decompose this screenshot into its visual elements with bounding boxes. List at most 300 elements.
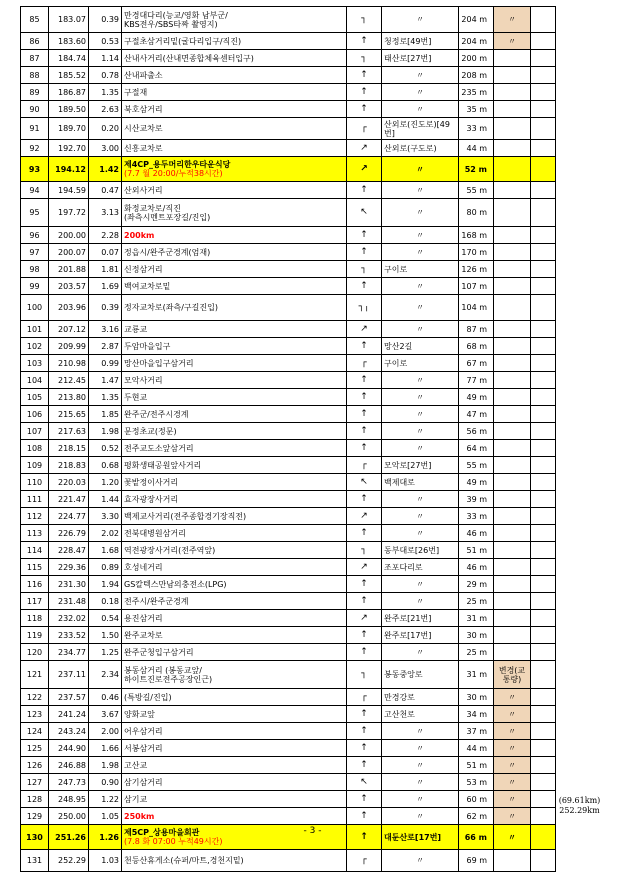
waypoint-name-line: 완주군/전주시경계 xyxy=(124,409,189,419)
section-km: 2.02 xyxy=(89,525,122,542)
waypoint-name xyxy=(122,791,347,808)
remark: 〃 xyxy=(494,825,531,850)
waypoint-name xyxy=(122,644,347,661)
remark: 〃 xyxy=(494,791,531,808)
elevation: 25 m xyxy=(459,593,494,610)
waypoint-name xyxy=(122,610,347,627)
road-name: 〃 xyxy=(382,278,459,295)
remark: 〃 xyxy=(494,808,531,825)
elevation: 44 m xyxy=(459,740,494,757)
cumulative-km: 200.00 xyxy=(49,227,89,244)
extra-cell xyxy=(531,406,556,423)
cumulative-km: 189.70 xyxy=(49,118,89,140)
extra-cell xyxy=(531,850,556,872)
waypoint-name xyxy=(122,808,347,825)
elevation: 87 m xyxy=(459,321,494,338)
waypoint-name-line: 천등산휴게소(슈퍼/마트,경천지밑) xyxy=(124,856,244,865)
waypoint-name xyxy=(122,774,347,791)
waypoint-name xyxy=(122,706,347,723)
remark: 〃 xyxy=(494,33,531,50)
section-km: 1.50 xyxy=(89,627,122,644)
table-row xyxy=(21,389,556,406)
table-row xyxy=(21,118,556,140)
row-number: 108 xyxy=(21,440,49,457)
waypoint-name-line: 역전광장사거리(전주역앞) xyxy=(124,545,216,555)
direction-icon: ┐ xyxy=(347,542,382,559)
section-km: 1.22 xyxy=(89,791,122,808)
section-km: 0.68 xyxy=(89,457,122,474)
remark xyxy=(494,389,531,406)
direction-icon: ┐ xyxy=(347,7,382,33)
row-number: 110 xyxy=(21,474,49,491)
row-number: 111 xyxy=(21,491,49,508)
direction-icon: ┌ xyxy=(347,457,382,474)
table-row xyxy=(21,157,556,182)
direction-icon: ↗ xyxy=(347,157,382,182)
waypoint-name xyxy=(122,295,347,321)
waypoint-name-line: 전북대병원삼거리 xyxy=(124,528,186,538)
waypoint-name-line: GS칼텍스만남의충전소(LPG) xyxy=(124,579,227,589)
road-name: 〃 xyxy=(382,321,459,338)
cumulative-km: 203.57 xyxy=(49,278,89,295)
section-km: 1.47 xyxy=(89,372,122,389)
table-row xyxy=(21,227,556,244)
extra-cell xyxy=(531,278,556,295)
table-row xyxy=(21,199,556,227)
remark xyxy=(494,118,531,140)
cumulative-km: 231.30 xyxy=(49,576,89,593)
section-km: 0.89 xyxy=(89,559,122,576)
direction-icon: ┌ xyxy=(347,689,382,706)
cumulative-km: 221.47 xyxy=(49,491,89,508)
waypoint-name xyxy=(122,261,347,278)
cumulative-km: 233.52 xyxy=(49,627,89,644)
elevation: 69 m xyxy=(459,850,494,872)
table-row xyxy=(21,406,556,423)
table-row xyxy=(21,355,556,372)
road-name: 봉동중앙로 xyxy=(382,661,459,689)
remark xyxy=(494,261,531,278)
elevation: 53 m xyxy=(459,774,494,791)
waypoint-name-line: 완주교차로 xyxy=(124,630,163,640)
cumulative-km: 192.70 xyxy=(49,140,89,157)
road-name: 〃 xyxy=(382,740,459,757)
table-row xyxy=(21,67,556,84)
waypoint-name-line: 정자교차로(좌측/구길진입) xyxy=(124,303,218,312)
waypoint-name xyxy=(122,576,347,593)
section-km: 1.35 xyxy=(89,84,122,101)
direction-icon: ↑ xyxy=(347,227,382,244)
extra-cell xyxy=(531,723,556,740)
remark: 〃 xyxy=(494,774,531,791)
section-km: 1.68 xyxy=(89,542,122,559)
road-name: 〃 xyxy=(382,227,459,244)
waypoint-name xyxy=(122,199,347,227)
waypoint-name xyxy=(122,389,347,406)
section-km: 0.52 xyxy=(89,440,122,457)
road-name: 구이로 xyxy=(382,355,459,372)
waypoint-name-line: 백여교차로밑 xyxy=(124,281,171,291)
direction-icon: ↑ xyxy=(347,808,382,825)
cumulative-km: 244.90 xyxy=(49,740,89,757)
extra-cell xyxy=(531,474,556,491)
section-km: 1.94 xyxy=(89,576,122,593)
row-number: 107 xyxy=(21,423,49,440)
extra-cell xyxy=(531,610,556,627)
waypoint-name-line: 구절초삼거리밑(굴다리입구/직진) xyxy=(124,36,242,46)
cumulative-km: 231.48 xyxy=(49,593,89,610)
waypoint-name-line: 효자광장사거리 xyxy=(124,494,179,504)
elevation: 67 m xyxy=(459,355,494,372)
row-number: 113 xyxy=(21,525,49,542)
extra-cell xyxy=(531,355,556,372)
waypoint-name xyxy=(122,850,347,872)
remark xyxy=(494,67,531,84)
cumulative-km: 200.07 xyxy=(49,244,89,261)
road-name: 〃 xyxy=(382,525,459,542)
waypoint-name-line: 제5CP_상용마을회관 xyxy=(124,828,200,837)
cumulative-km: 224.77 xyxy=(49,508,89,525)
direction-icon: ↑ xyxy=(347,525,382,542)
road-name: 〃 xyxy=(382,199,459,227)
waypoint-name xyxy=(122,7,347,33)
road-name: 태산로[27번] xyxy=(382,50,459,67)
remark xyxy=(494,474,531,491)
direction-icon: ↑ xyxy=(347,101,382,118)
direction-icon: ┐ xyxy=(347,50,382,67)
waypoint-name xyxy=(122,525,347,542)
section-km: 2.63 xyxy=(89,101,122,118)
direction-icon: ↑ xyxy=(347,757,382,774)
elevation: 62 m xyxy=(459,808,494,825)
direction-icon: ↑ xyxy=(347,644,382,661)
road-name: 대둔산로[17번] xyxy=(382,825,459,850)
road-name: 완주로[21번] xyxy=(382,610,459,627)
row-number: 112 xyxy=(21,508,49,525)
table-row xyxy=(21,261,556,278)
section-km: 0.39 xyxy=(89,295,122,321)
waypoint-name-line: 250km xyxy=(124,811,155,821)
route-table-body xyxy=(21,7,556,872)
direction-icon: ↑ xyxy=(347,791,382,808)
extra-cell xyxy=(531,423,556,440)
extra-cell xyxy=(531,508,556,525)
waypoint-name xyxy=(122,50,347,67)
extra-cell xyxy=(531,199,556,227)
row-number: 106 xyxy=(21,406,49,423)
waypoint-name xyxy=(122,101,347,118)
row-number: 120 xyxy=(21,644,49,661)
extra-cell xyxy=(531,457,556,474)
remark xyxy=(494,50,531,67)
direction-icon: ↑ xyxy=(347,244,382,261)
section-km: 3.13 xyxy=(89,199,122,227)
waypoint-name-line: 시산교차로 xyxy=(124,124,163,133)
road-name: 〃 xyxy=(382,508,459,525)
cumulative-km: 189.50 xyxy=(49,101,89,118)
cumulative-km: 252.29 xyxy=(49,850,89,872)
waypoint-name-line: 전주시/완주군경계 xyxy=(124,596,189,606)
waypoint-name-line: 산내사거리(산내면종합체육센터입구) xyxy=(124,53,254,63)
waypoint-name xyxy=(122,627,347,644)
cumulative-km: 207.12 xyxy=(49,321,89,338)
row-number: 123 xyxy=(21,706,49,723)
table-row xyxy=(21,372,556,389)
table-row xyxy=(21,440,556,457)
table-row xyxy=(21,723,556,740)
road-name: 동부대로[26번] xyxy=(382,542,459,559)
waypoint-name xyxy=(122,67,347,84)
row-number: 131 xyxy=(21,850,49,872)
row-number: 104 xyxy=(21,372,49,389)
row-number: 116 xyxy=(21,576,49,593)
cumulative-km: 203.96 xyxy=(49,295,89,321)
remark xyxy=(494,295,531,321)
section-km: 2.34 xyxy=(89,661,122,689)
direction-icon: ┌ xyxy=(347,355,382,372)
extra-cell xyxy=(531,644,556,661)
elevation: 60 m xyxy=(459,791,494,808)
extra-cell xyxy=(531,157,556,182)
row-number: 85 xyxy=(21,7,49,33)
cumulative-km: 185.52 xyxy=(49,67,89,84)
elevation: 64 m xyxy=(459,440,494,457)
extra-cell xyxy=(531,261,556,278)
elevation: 49 m xyxy=(459,474,494,491)
elevation: 47 m xyxy=(459,406,494,423)
extra-cell xyxy=(531,67,556,84)
waypoint-name-line: 화정교차로/직진 xyxy=(124,203,181,213)
extra-cell xyxy=(531,576,556,593)
extra-cell xyxy=(531,593,556,610)
road-name: 고산천로 xyxy=(382,706,459,723)
road-name: 〃 xyxy=(382,372,459,389)
elevation: 208 m xyxy=(459,67,494,84)
elevation: 104 m xyxy=(459,295,494,321)
section-km: 1.26 xyxy=(89,825,122,850)
waypoint-name-line: 문정초교(정문) xyxy=(124,426,177,436)
extra-cell xyxy=(531,706,556,723)
waypoint-name xyxy=(122,372,347,389)
row-number: 88 xyxy=(21,67,49,84)
cumulative-km: 241.24 xyxy=(49,706,89,723)
road-name: 만경강로 xyxy=(382,689,459,706)
table-row xyxy=(21,244,556,261)
waypoint-name xyxy=(122,355,347,372)
table-row xyxy=(21,850,556,872)
waypoint-name-line: 산내파출소 xyxy=(124,70,163,80)
elevation: 33 m xyxy=(459,508,494,525)
table-row xyxy=(21,508,556,525)
road-name: 〃 xyxy=(382,723,459,740)
road-name: 청정로[49번] xyxy=(382,33,459,50)
extra-cell xyxy=(531,689,556,706)
waypoint-name-line: (좌측시멘트포장길/진입) xyxy=(124,212,211,222)
elevation: 31 m xyxy=(459,610,494,627)
extra-cell xyxy=(531,50,556,67)
section-km: 3.30 xyxy=(89,508,122,525)
table-row xyxy=(21,791,556,808)
elevation: 49 m xyxy=(459,389,494,406)
waypoint-name-line: 망산마을입구삼거리 xyxy=(124,358,194,368)
section-km: 0.46 xyxy=(89,689,122,706)
elevation: 51 m xyxy=(459,542,494,559)
waypoint-name xyxy=(122,740,347,757)
row-number: 100 xyxy=(21,295,49,321)
road-name: 〃 xyxy=(382,593,459,610)
section-km: 0.07 xyxy=(89,244,122,261)
table-row xyxy=(21,295,556,321)
waypoint-name xyxy=(122,559,347,576)
waypoint-name-line: 양화교앞 xyxy=(124,709,155,719)
extra-cell xyxy=(531,338,556,355)
row-number: 115 xyxy=(21,559,49,576)
extra-cell xyxy=(531,525,556,542)
remark xyxy=(494,559,531,576)
remark xyxy=(494,157,531,182)
waypoint-name xyxy=(122,244,347,261)
road-name: 〃 xyxy=(382,850,459,872)
route-sheet xyxy=(20,6,555,872)
road-name: 〃 xyxy=(382,182,459,199)
elevation: 80 m xyxy=(459,199,494,227)
direction-icon: ↑ xyxy=(347,627,382,644)
cumulative-km: 186.87 xyxy=(49,84,89,101)
waypoint-name xyxy=(122,118,347,140)
cumulative-km: 251.26 xyxy=(49,825,89,850)
direction-icon: ┐ xyxy=(347,261,382,278)
waypoint-name-line: 봉동삼거리 (봉동교앞/ xyxy=(124,665,202,675)
remark xyxy=(494,423,531,440)
elevation: 52 m xyxy=(459,157,494,182)
waypoint-name-line: 모악사거리 xyxy=(124,375,163,385)
waypoint-name xyxy=(122,423,347,440)
cumulative-km: 229.36 xyxy=(49,559,89,576)
road-name: 〃 xyxy=(382,244,459,261)
elevation: 30 m xyxy=(459,689,494,706)
row-number: 129 xyxy=(21,808,49,825)
row-number: 90 xyxy=(21,101,49,118)
table-row xyxy=(21,101,556,118)
extra-cell xyxy=(531,372,556,389)
waypoint-name-line: 정읍시/완주군경계(엄재) xyxy=(124,247,211,257)
waypoint-name xyxy=(122,757,347,774)
row-number: 117 xyxy=(21,593,49,610)
section-km: 0.53 xyxy=(89,33,122,50)
waypoint-name-line: 만경대다리(능교/영화 남부군/ xyxy=(124,10,228,20)
route-table xyxy=(20,6,556,872)
waypoint-name-line: 평화생태공원앞사거리 xyxy=(124,460,202,470)
extra-cell xyxy=(531,227,556,244)
elevation: 39 m xyxy=(459,491,494,508)
extra-cell xyxy=(531,757,556,774)
waypoint-name-line: 제4CP_용두머리한우타운식당 xyxy=(124,160,231,169)
elevation: 235 m xyxy=(459,84,494,101)
extra-cell xyxy=(531,559,556,576)
table-row xyxy=(21,7,556,33)
page-number: - 3 - xyxy=(303,826,322,836)
table-row xyxy=(21,610,556,627)
table-row xyxy=(21,559,556,576)
elevation: 35 m xyxy=(459,101,494,118)
remark: 〃 xyxy=(494,706,531,723)
cumulative-km: 218.15 xyxy=(49,440,89,457)
extra-cell xyxy=(531,542,556,559)
section-km: 0.54 xyxy=(89,610,122,627)
section-km: 3.00 xyxy=(89,140,122,157)
elevation: 107 m xyxy=(459,278,494,295)
direction-icon: ↑ xyxy=(347,825,382,850)
cumulative-km: 201.88 xyxy=(49,261,89,278)
table-row xyxy=(21,525,556,542)
waypoint-name xyxy=(122,440,347,457)
direction-icon: ↑ xyxy=(347,278,382,295)
elevation: 51 m xyxy=(459,757,494,774)
extra-cell xyxy=(531,740,556,757)
remark: 〃 xyxy=(494,7,531,33)
section-km: 0.99 xyxy=(89,355,122,372)
cumulative-km: 237.57 xyxy=(49,689,89,706)
waypoint-name-line: 교룡교 xyxy=(124,324,148,334)
row-number: 130 xyxy=(21,825,49,850)
remark xyxy=(494,101,531,118)
table-row xyxy=(21,50,556,67)
waypoint-name xyxy=(122,338,347,355)
row-number: 122 xyxy=(21,689,49,706)
waypoint-name xyxy=(122,689,347,706)
road-name: 〃 xyxy=(382,406,459,423)
waypoint-name-line: 하이트진로전주공장인근) xyxy=(124,674,213,684)
direction-icon: ↑ xyxy=(347,67,382,84)
elevation: 30 m xyxy=(459,627,494,644)
remark: 〃 xyxy=(494,689,531,706)
waypoint-name-line: 구절재 xyxy=(124,87,148,97)
direction-icon: ↗ xyxy=(347,610,382,627)
table-row xyxy=(21,321,556,338)
remark: 〃 xyxy=(494,723,531,740)
waypoint-name xyxy=(122,491,347,508)
direction-icon: ↑ xyxy=(347,706,382,723)
elevation: 25 m xyxy=(459,644,494,661)
waypoint-name-line: 완주군청입구삼거리 xyxy=(124,647,194,657)
road-name: 〃 xyxy=(382,791,459,808)
elevation: 33 m xyxy=(459,118,494,140)
section-km: 1.35 xyxy=(89,389,122,406)
waypoint-name xyxy=(122,542,347,559)
road-name: 〃 xyxy=(382,157,459,182)
cumulative-km: 213.80 xyxy=(49,389,89,406)
cumulative-km: 250.00 xyxy=(49,808,89,825)
road-name: 〃 xyxy=(382,774,459,791)
table-row xyxy=(21,84,556,101)
remark xyxy=(494,542,531,559)
waypoint-name-line: 삼기교 xyxy=(124,794,148,804)
table-row xyxy=(21,689,556,706)
road-name: 구이로 xyxy=(382,261,459,278)
cumulative-km: 228.47 xyxy=(49,542,89,559)
row-number: 127 xyxy=(21,774,49,791)
row-number: 97 xyxy=(21,244,49,261)
cumulative-km: 194.12 xyxy=(49,157,89,182)
elevation: 55 m xyxy=(459,182,494,199)
remark: 〃 xyxy=(494,740,531,757)
direction-icon: ↖ xyxy=(347,774,382,791)
waypoint-name-line: 백제교사거리(전주종합경기장직전) xyxy=(124,511,247,521)
row-number: 87 xyxy=(21,50,49,67)
row-number: 105 xyxy=(21,389,49,406)
direction-icon: ┌ xyxy=(347,118,382,140)
remark xyxy=(494,457,531,474)
